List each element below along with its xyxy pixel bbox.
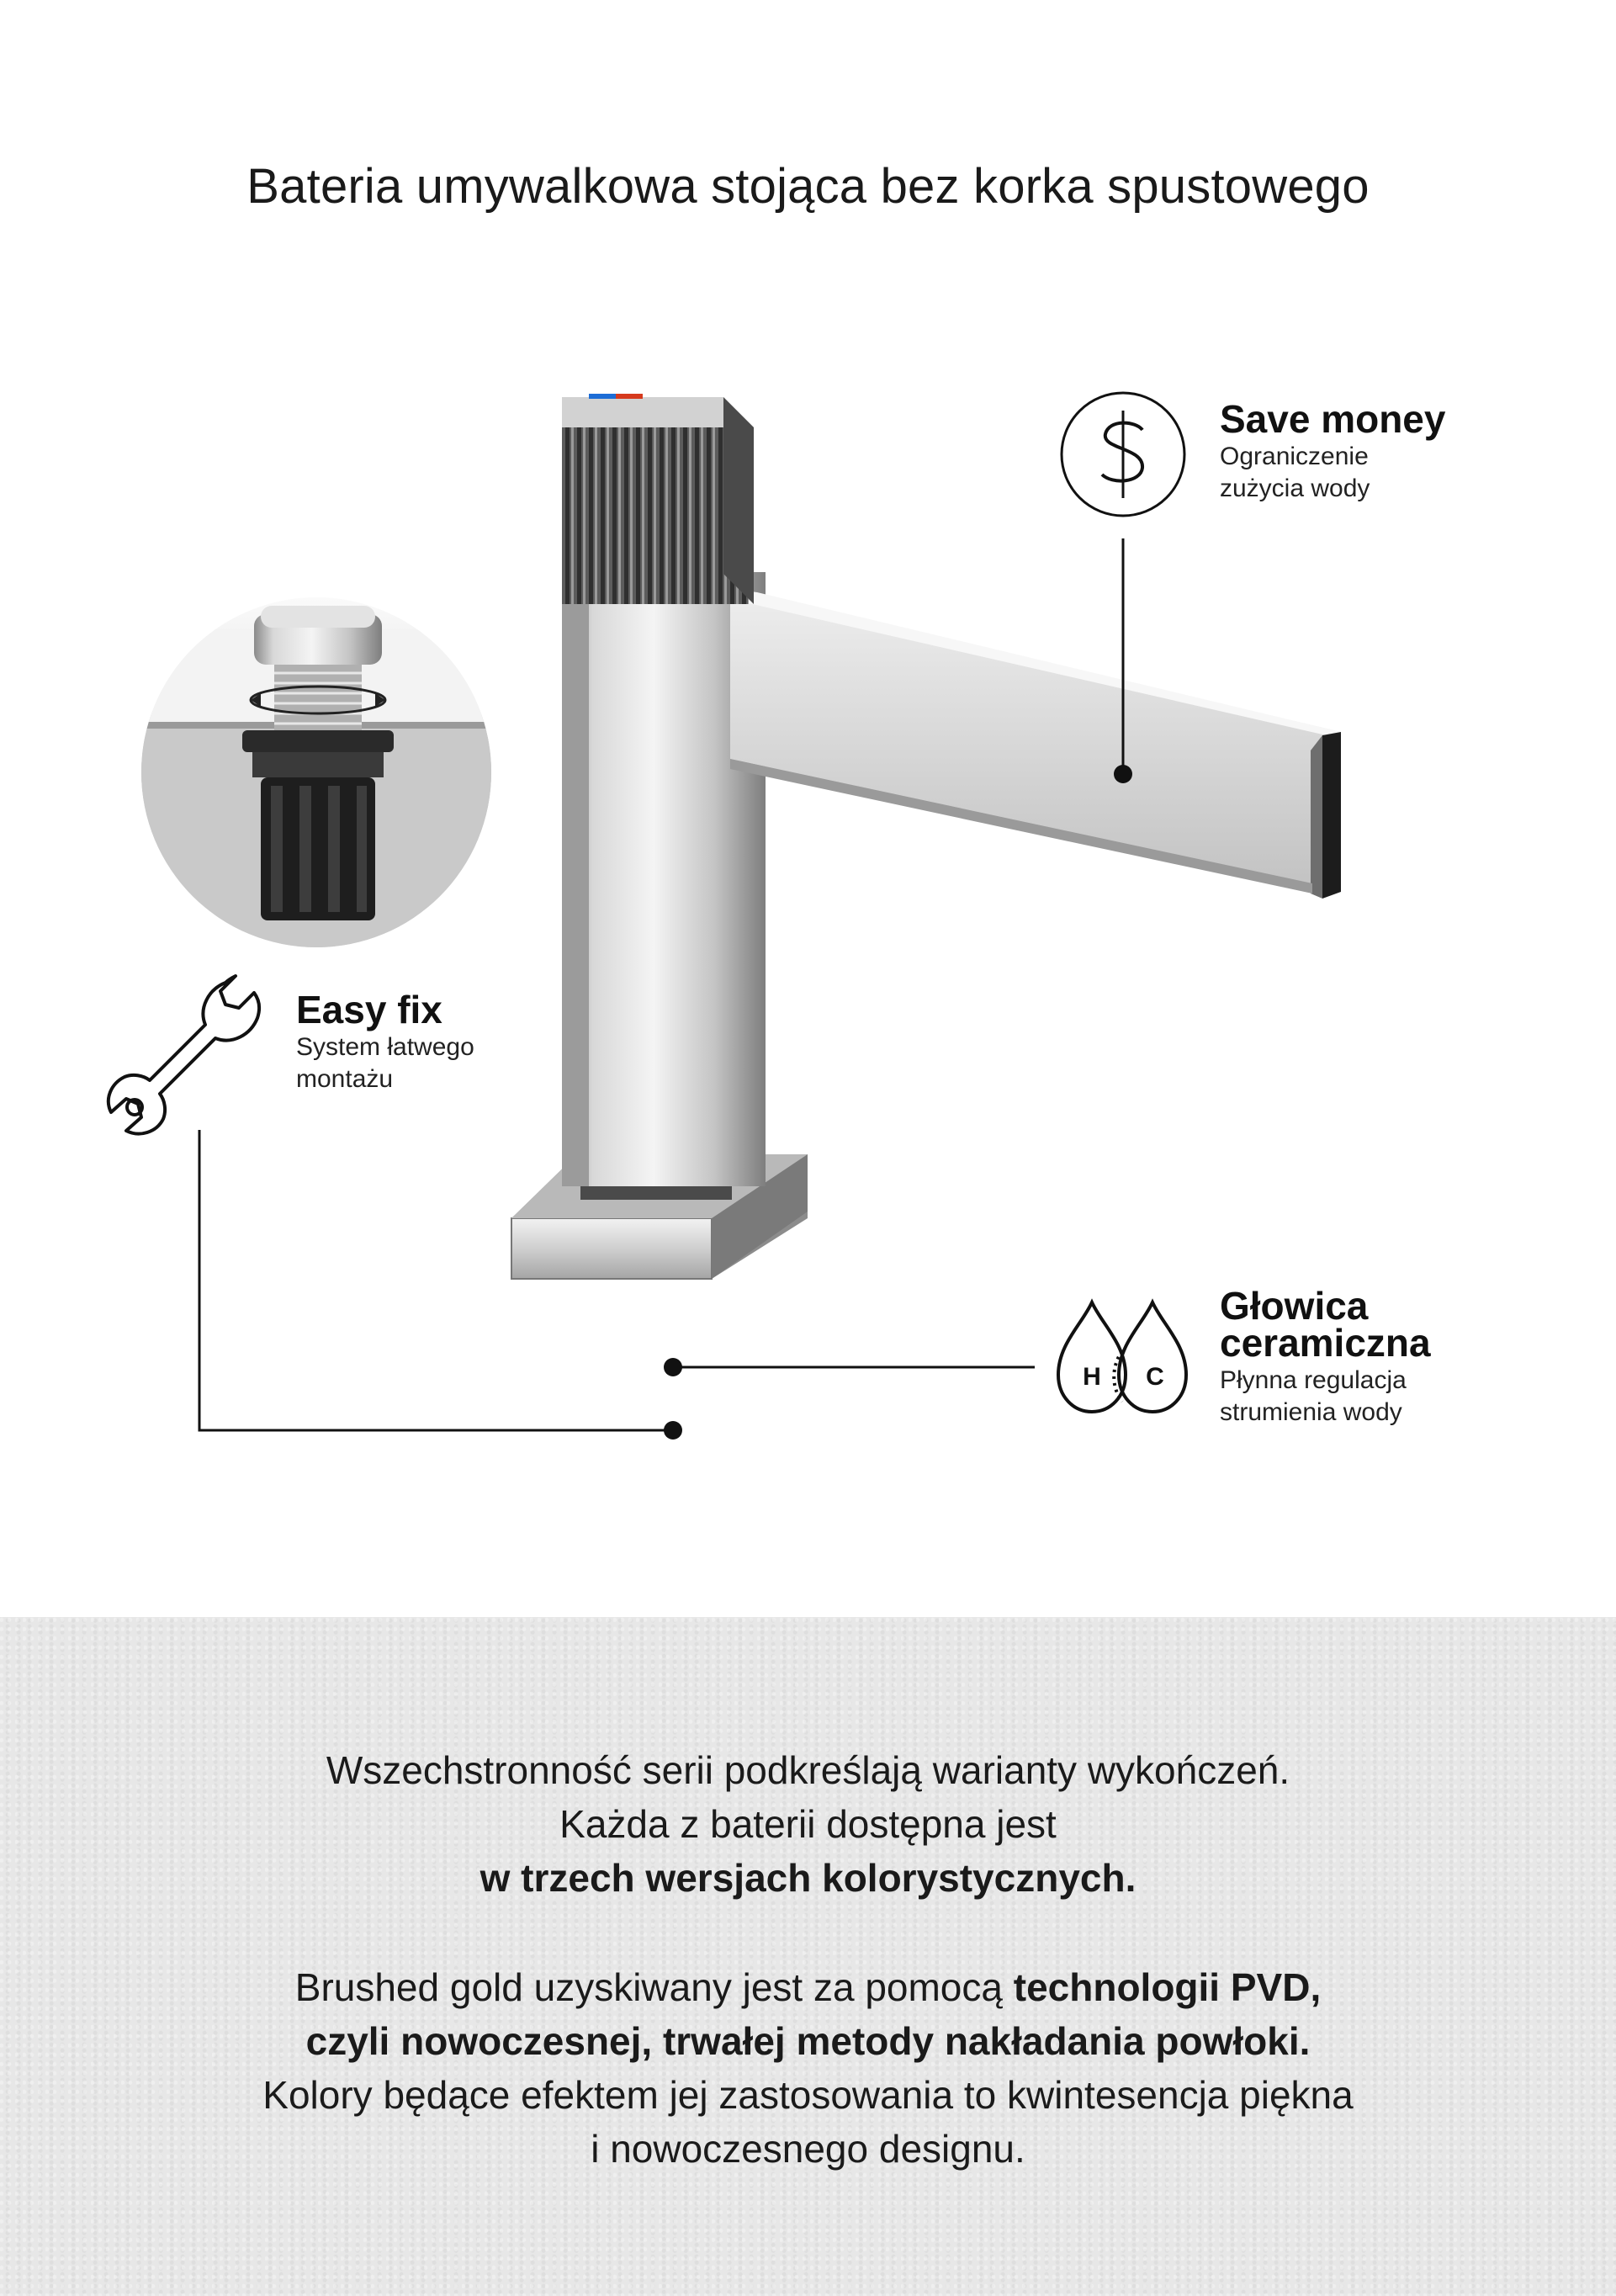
paragraph-finishes	[0, 1743, 1616, 1905]
cold-label: C	[1146, 1363, 1164, 1391]
paragraph-line: i nowoczesnego designu.	[591, 2127, 1025, 2171]
paragraph-line: Każda z baterii dostępna jest	[559, 1802, 1057, 1846]
feature-ceramic-head	[1220, 1284, 1431, 1429]
bottom-text-band	[0, 1617, 1616, 2296]
feature-desc-line2: strumienia wody	[1220, 1398, 1402, 1426]
paragraph-line-bold: w trzech wersjach kolorystycznych.	[480, 1856, 1136, 1900]
paragraph-text: Brushed gold uzyskiwany jest za pomocą	[294, 1965, 1014, 2009]
drain-detail-image	[141, 597, 495, 956]
feature-desc-line2: zużycia wody	[1220, 475, 1370, 502]
leader-dot-ceramic	[664, 1358, 682, 1376]
feature-desc-line2: montażu	[296, 1065, 394, 1093]
paragraph-line-bold: czyli nowoczesnej, trwałej metody nakładania powłoki.	[305, 2019, 1311, 2063]
feature-heading-line1: Głowica	[1220, 1284, 1369, 1328]
dollar-icon	[1062, 393, 1184, 516]
wrench-icon	[109, 976, 259, 1134]
feature-desc-line1: System łatwego	[296, 1033, 474, 1061]
feature-save-money	[1220, 397, 1446, 505]
paragraph-line: Wszechstronność serii podkreślają warianty wykończeń.	[326, 1748, 1290, 1792]
hot-label: H	[1083, 1363, 1101, 1391]
leader-dot-easy-fix	[664, 1421, 682, 1440]
hot-cold-drops-icon	[1058, 1302, 1186, 1412]
paragraph-line: Kolory będące efektem jej zastosowania to kwintesencja piękna	[262, 2073, 1354, 2117]
feature-heading: Easy fix	[296, 988, 442, 1031]
page-title: Bateria umywalkowa stojąca bez korka spustowego	[246, 159, 1370, 214]
faucet-image	[511, 394, 1341, 1279]
leader-dot-save-money	[1114, 765, 1132, 783]
paragraph-text-bold: technologii PVD,	[1013, 1965, 1322, 2009]
feature-heading: Save money	[1220, 397, 1446, 441]
feature-easy-fix	[296, 988, 474, 1095]
feature-heading-line2: ceramiczna	[1220, 1321, 1431, 1365]
feature-desc-line1: Płynna regulacja	[1220, 1366, 1407, 1394]
feature-desc-line1: Ograniczenie	[1220, 443, 1369, 470]
paragraph-pvd	[0, 1960, 1616, 2176]
